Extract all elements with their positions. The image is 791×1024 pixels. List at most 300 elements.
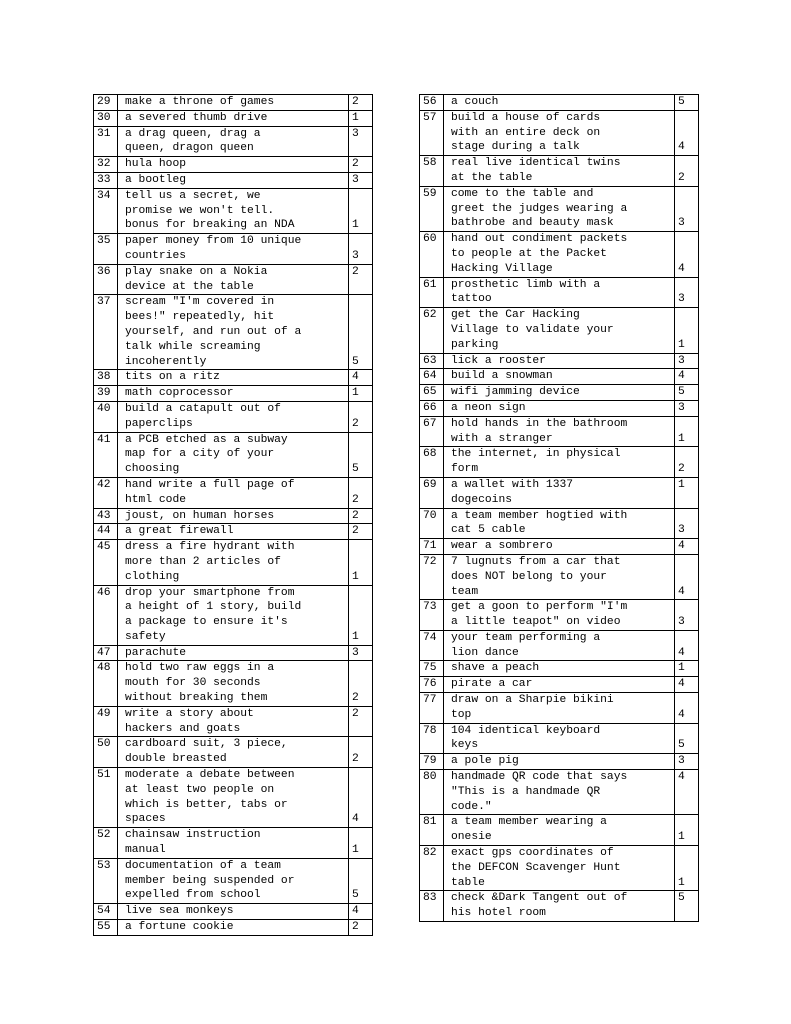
item-description-line: dogecoins <box>451 493 513 506</box>
item-points: 5 <box>349 858 373 903</box>
item-description-line: the DEFCON Scavenger Hunt <box>451 861 621 874</box>
item-description-line: wear a sombrero <box>451 540 553 553</box>
item-number: 73 <box>420 600 444 631</box>
item-number: 46 <box>94 585 118 645</box>
item-description-line: dress a fire hydrant with <box>125 541 295 554</box>
item-number: 35 <box>94 234 118 265</box>
table-row <box>420 156 699 187</box>
item-description <box>118 540 349 585</box>
item-points: 5 <box>349 295 373 370</box>
item-description-line: member being suspended or <box>125 874 295 887</box>
item-description <box>444 369 675 385</box>
table-row <box>94 172 373 188</box>
table-row <box>94 264 373 295</box>
item-description-line: wifi jamming device <box>451 386 580 399</box>
table-row <box>420 277 699 308</box>
item-description-line: his hotel room <box>451 907 546 920</box>
item-number: 72 <box>420 554 444 599</box>
table-row <box>420 554 699 599</box>
item-description <box>444 693 675 724</box>
item-number: 69 <box>420 477 444 508</box>
item-points: 2 <box>349 95 373 111</box>
item-number: 71 <box>420 539 444 555</box>
item-description-line: write a story about <box>125 707 254 720</box>
item-description <box>444 815 675 846</box>
item-description <box>118 432 349 477</box>
item-number: 52 <box>94 828 118 859</box>
item-points: 1 <box>675 416 699 447</box>
item-description-line: documentation of a team <box>125 859 281 872</box>
table-row <box>420 232 699 277</box>
table-row <box>94 295 373 370</box>
item-description-line: play snake on a Nokia <box>125 265 268 278</box>
table-row <box>94 858 373 903</box>
item-description-line: get a goon to perform "I'm <box>451 601 628 614</box>
item-description <box>118 768 349 828</box>
right-scavenger-table <box>419 94 699 922</box>
item-number: 83 <box>420 891 444 922</box>
item-description-line: more than 2 articles of <box>125 555 281 568</box>
item-description-line: talk while screaming <box>125 340 261 353</box>
item-points: 4 <box>675 693 699 724</box>
table-row <box>94 737 373 768</box>
table-row <box>94 585 373 645</box>
item-points: 4 <box>675 630 699 661</box>
item-description-line: lick a rooster <box>451 354 546 367</box>
item-description-line: paperclips <box>125 417 193 430</box>
item-description <box>118 172 349 188</box>
table-row <box>94 188 373 233</box>
item-description-line: a little teapot" on video <box>451 616 621 629</box>
item-description-line: device at the table <box>125 280 254 293</box>
item-description-line: code." <box>451 800 492 813</box>
item-description-line: onesie <box>451 831 492 844</box>
item-description <box>444 891 675 922</box>
item-description <box>118 858 349 903</box>
item-points: 4 <box>675 110 699 155</box>
item-points: 4 <box>675 232 699 277</box>
item-description-line: with an entire deck on <box>451 126 601 139</box>
item-number: 36 <box>94 264 118 295</box>
item-number: 65 <box>420 385 444 401</box>
item-number: 79 <box>420 754 444 770</box>
item-description-line: top <box>451 708 472 721</box>
item-number: 42 <box>94 477 118 508</box>
item-number: 50 <box>94 737 118 768</box>
item-description-line: to people at the Packet <box>451 247 607 260</box>
table-row <box>420 693 699 724</box>
item-number: 76 <box>420 677 444 693</box>
item-description-line: build a house of cards <box>451 111 601 124</box>
item-description-line: tell us a secret, we <box>125 189 261 202</box>
item-description <box>118 585 349 645</box>
item-description <box>444 277 675 308</box>
item-description-line: build a catapult out of <box>125 402 281 415</box>
item-points: 1 <box>349 110 373 126</box>
item-points: 3 <box>349 126 373 157</box>
item-description-line: a PCB etched as a subway <box>125 433 288 446</box>
item-description-line: hold hands in the bathroom <box>451 417 628 430</box>
item-description-line: tattoo <box>451 293 492 306</box>
item-points: 3 <box>675 508 699 539</box>
item-description <box>444 600 675 631</box>
table-row <box>420 539 699 555</box>
item-points: 3 <box>675 600 699 631</box>
item-number: 75 <box>420 661 444 677</box>
item-points: 5 <box>675 723 699 754</box>
item-description-line: a severed thumb drive <box>125 111 268 124</box>
item-number: 70 <box>420 508 444 539</box>
table-row <box>420 630 699 661</box>
item-number: 31 <box>94 126 118 157</box>
item-description-line: hold two raw eggs in a <box>125 662 275 675</box>
table-row <box>94 904 373 920</box>
item-description-line: hackers and goats <box>125 722 241 735</box>
item-description-line: 7 lugnuts from a car that <box>451 555 621 568</box>
item-number: 39 <box>94 386 118 402</box>
item-points: 5 <box>675 385 699 401</box>
item-description-line: clothing <box>125 570 180 583</box>
item-description-line: live sea monkeys <box>125 905 234 918</box>
item-points: 3 <box>675 277 699 308</box>
item-number: 67 <box>420 416 444 447</box>
item-description-line: your team performing a <box>451 631 601 644</box>
item-description <box>118 920 349 936</box>
item-points: 2 <box>675 156 699 187</box>
item-points: 2 <box>349 264 373 295</box>
item-number: 80 <box>420 770 444 815</box>
item-description <box>444 95 675 111</box>
item-description-line: manual <box>125 844 166 857</box>
item-points: 4 <box>675 554 699 599</box>
item-description-line: double breasted <box>125 753 227 766</box>
item-points: 1 <box>349 188 373 233</box>
table-row <box>94 508 373 524</box>
table-row <box>94 920 373 936</box>
item-description-line: hand write a full page of <box>125 478 295 491</box>
table-row <box>420 369 699 385</box>
item-points: 3 <box>675 353 699 369</box>
item-points: 2 <box>349 157 373 173</box>
item-description-line: lion dance <box>451 646 519 659</box>
item-description <box>444 477 675 508</box>
item-description <box>118 828 349 859</box>
item-description-line: yourself, and run out of a <box>125 325 302 338</box>
item-description <box>444 770 675 815</box>
item-description <box>118 234 349 265</box>
item-points: 1 <box>349 828 373 859</box>
item-description-line: "This is a handmade QR <box>451 785 601 798</box>
item-number: 59 <box>420 186 444 231</box>
table-row <box>420 846 699 891</box>
item-number: 49 <box>94 706 118 737</box>
item-points: 5 <box>675 95 699 111</box>
item-number: 74 <box>420 630 444 661</box>
item-description-line: team <box>451 585 479 598</box>
item-description-line: stage during a talk <box>451 141 580 154</box>
item-description <box>444 846 675 891</box>
item-description-line: the internet, in physical <box>451 448 621 461</box>
table-row <box>94 432 373 477</box>
item-description-line: pirate a car <box>451 678 533 691</box>
right-table-body <box>420 95 699 922</box>
item-description <box>118 645 349 661</box>
table-row <box>420 110 699 155</box>
item-description-line: chainsaw instruction <box>125 829 261 842</box>
item-points: 3 <box>349 645 373 661</box>
left-scavenger-table <box>93 94 373 936</box>
item-description-line: draw on a Sharpie bikini <box>451 694 614 707</box>
item-description-line: scream "I'm covered in <box>125 296 275 309</box>
item-description-line: a great firewall <box>125 525 234 538</box>
item-description-line: greet the judges wearing a <box>451 202 628 215</box>
item-description <box>118 524 349 540</box>
item-points: 2 <box>349 706 373 737</box>
item-number: 32 <box>94 157 118 173</box>
item-description-line: cat 5 cable <box>451 524 526 537</box>
item-description-line: drop your smartphone from <box>125 586 295 599</box>
item-number: 63 <box>420 353 444 369</box>
table-row <box>420 600 699 631</box>
item-description-line: prosthetic limb with a <box>451 278 601 291</box>
item-description <box>118 737 349 768</box>
item-points: 3 <box>675 754 699 770</box>
item-points: 2 <box>349 508 373 524</box>
item-description-line: map for a city of your <box>125 448 275 461</box>
item-description <box>444 723 675 754</box>
item-description <box>444 539 675 555</box>
item-number: 66 <box>420 400 444 416</box>
item-description-line: check &Dark Tangent out of <box>451 892 628 905</box>
item-points: 3 <box>349 172 373 188</box>
item-description-line: paper money from 10 unique <box>125 235 302 248</box>
item-points: 1 <box>349 386 373 402</box>
item-description <box>444 677 675 693</box>
item-description-line: mouth for 30 seconds <box>125 677 261 690</box>
item-number: 82 <box>420 846 444 891</box>
item-points: 4 <box>675 539 699 555</box>
item-number: 33 <box>94 172 118 188</box>
item-description <box>444 353 675 369</box>
item-description-line: cardboard suit, 3 piece, <box>125 738 288 751</box>
item-description-line: promise we won't tell. <box>125 204 275 217</box>
item-description-line: hula hoop <box>125 158 187 171</box>
table-row <box>420 400 699 416</box>
item-description-line: a bootleg <box>125 173 187 186</box>
item-description-line: a drag queen, drag a <box>125 127 261 140</box>
item-number: 48 <box>94 661 118 706</box>
item-number: 55 <box>94 920 118 936</box>
item-description <box>118 401 349 432</box>
item-points: 5 <box>675 891 699 922</box>
item-number: 37 <box>94 295 118 370</box>
item-number: 30 <box>94 110 118 126</box>
item-description <box>118 477 349 508</box>
item-description-line: queen, dragon queen <box>125 142 254 155</box>
table-row <box>94 234 373 265</box>
item-description-line: a height of 1 story, build <box>125 601 302 614</box>
item-description-line: html code <box>125 493 187 506</box>
item-description-line: handmade QR code that says <box>451 771 628 784</box>
table-row <box>420 677 699 693</box>
item-description-line: a couch <box>451 96 499 108</box>
table-row <box>94 524 373 540</box>
table-row <box>94 95 373 111</box>
table-row <box>420 661 699 677</box>
left-table-body <box>94 95 373 936</box>
item-number: 60 <box>420 232 444 277</box>
item-description-line: exact gps coordinates of <box>451 847 614 860</box>
item-points: 5 <box>349 432 373 477</box>
item-description-line: Hacking Village <box>451 262 553 275</box>
table-row <box>94 401 373 432</box>
item-points: 4 <box>675 770 699 815</box>
table-row <box>420 186 699 231</box>
item-number: 41 <box>94 432 118 477</box>
item-description-line: choosing <box>125 463 180 476</box>
item-description-line: without breaking them <box>125 692 268 705</box>
item-number: 64 <box>420 369 444 385</box>
item-description-line: which is better, tabs or <box>125 798 288 811</box>
table-row <box>94 370 373 386</box>
item-description <box>118 110 349 126</box>
item-description-line: Village to validate your <box>451 323 614 336</box>
item-description-line: parachute <box>125 646 187 659</box>
item-points: 2 <box>349 920 373 936</box>
table-row <box>420 891 699 922</box>
item-description-line: math coprocessor <box>125 387 234 400</box>
item-description-line: a package to ensure it's <box>125 616 288 629</box>
item-description <box>444 754 675 770</box>
item-number: 43 <box>94 508 118 524</box>
table-row <box>94 768 373 828</box>
table-row <box>420 95 699 111</box>
item-description-line: with a stranger <box>451 432 553 445</box>
table-row <box>420 353 699 369</box>
item-description-line: safety <box>125 630 166 643</box>
table-row <box>94 126 373 157</box>
item-description-line: bathrobe and beauty mask <box>451 217 614 230</box>
item-description <box>118 661 349 706</box>
item-description <box>444 385 675 401</box>
item-points: 1 <box>675 477 699 508</box>
table-row <box>420 770 699 815</box>
item-description <box>444 308 675 353</box>
item-description <box>444 186 675 231</box>
item-number: 53 <box>94 858 118 903</box>
item-points: 2 <box>349 737 373 768</box>
item-number: 57 <box>420 110 444 155</box>
item-description-line: shave a peach <box>451 662 540 675</box>
item-description-line: parking <box>451 338 499 351</box>
table-row <box>420 477 699 508</box>
item-description-line: come to the table and <box>451 187 594 200</box>
table-row <box>94 645 373 661</box>
item-description <box>118 188 349 233</box>
item-number: 34 <box>94 188 118 233</box>
item-description <box>118 264 349 295</box>
table-row <box>420 723 699 754</box>
item-number: 58 <box>420 156 444 187</box>
table-row <box>94 661 373 706</box>
item-description <box>118 386 349 402</box>
table-row <box>94 706 373 737</box>
item-description <box>444 630 675 661</box>
item-points: 2 <box>349 477 373 508</box>
item-description-line: real live identical twins <box>451 157 621 170</box>
table-row <box>420 754 699 770</box>
table-row <box>420 508 699 539</box>
item-description <box>444 416 675 447</box>
item-description-line: tits on a ritz <box>125 371 220 384</box>
item-number: 44 <box>94 524 118 540</box>
item-description <box>118 126 349 157</box>
table-row <box>94 110 373 126</box>
table-row <box>420 416 699 447</box>
table-row <box>94 477 373 508</box>
item-points: 4 <box>349 768 373 828</box>
item-number: 77 <box>420 693 444 724</box>
item-number: 51 <box>94 768 118 828</box>
item-description-line: make a throne of games <box>125 96 275 108</box>
item-description <box>444 447 675 478</box>
item-description <box>444 110 675 155</box>
item-number: 38 <box>94 370 118 386</box>
item-number: 81 <box>420 815 444 846</box>
item-points: 2 <box>349 661 373 706</box>
item-description-line: a wallet with 1337 <box>451 478 574 491</box>
item-points: 2 <box>349 401 373 432</box>
item-points: 1 <box>675 815 699 846</box>
item-description-line: at least two people on <box>125 783 275 796</box>
item-points: 2 <box>675 447 699 478</box>
item-points: 1 <box>675 846 699 891</box>
item-points: 1 <box>675 308 699 353</box>
item-number: 62 <box>420 308 444 353</box>
item-number: 29 <box>94 95 118 111</box>
item-points: 3 <box>675 186 699 231</box>
table-row <box>94 540 373 585</box>
item-number: 54 <box>94 904 118 920</box>
table-row <box>94 157 373 173</box>
item-points: 2 <box>349 524 373 540</box>
item-description-line: keys <box>451 739 479 752</box>
item-description <box>118 904 349 920</box>
table-row <box>420 385 699 401</box>
item-number: 56 <box>420 95 444 111</box>
item-points: 4 <box>349 904 373 920</box>
item-description-line: moderate a debate between <box>125 769 295 782</box>
item-description-line: 104 identical keyboard <box>451 724 601 737</box>
item-description-line: bees!" repeatedly, hit <box>125 311 275 324</box>
item-description <box>118 157 349 173</box>
item-number: 61 <box>420 277 444 308</box>
item-points: 3 <box>675 400 699 416</box>
item-points: 1 <box>349 540 373 585</box>
item-number: 78 <box>420 723 444 754</box>
item-points: 1 <box>349 585 373 645</box>
item-description-line: a team member wearing a <box>451 816 607 829</box>
item-description-line: a fortune cookie <box>125 921 234 934</box>
table-row <box>94 828 373 859</box>
item-description <box>444 400 675 416</box>
item-description-line: hand out condiment packets <box>451 233 628 246</box>
item-description <box>444 232 675 277</box>
item-number: 40 <box>94 401 118 432</box>
item-description-line: at the table <box>451 171 533 184</box>
item-description <box>444 661 675 677</box>
item-description-line: joust, on human horses <box>125 509 275 522</box>
